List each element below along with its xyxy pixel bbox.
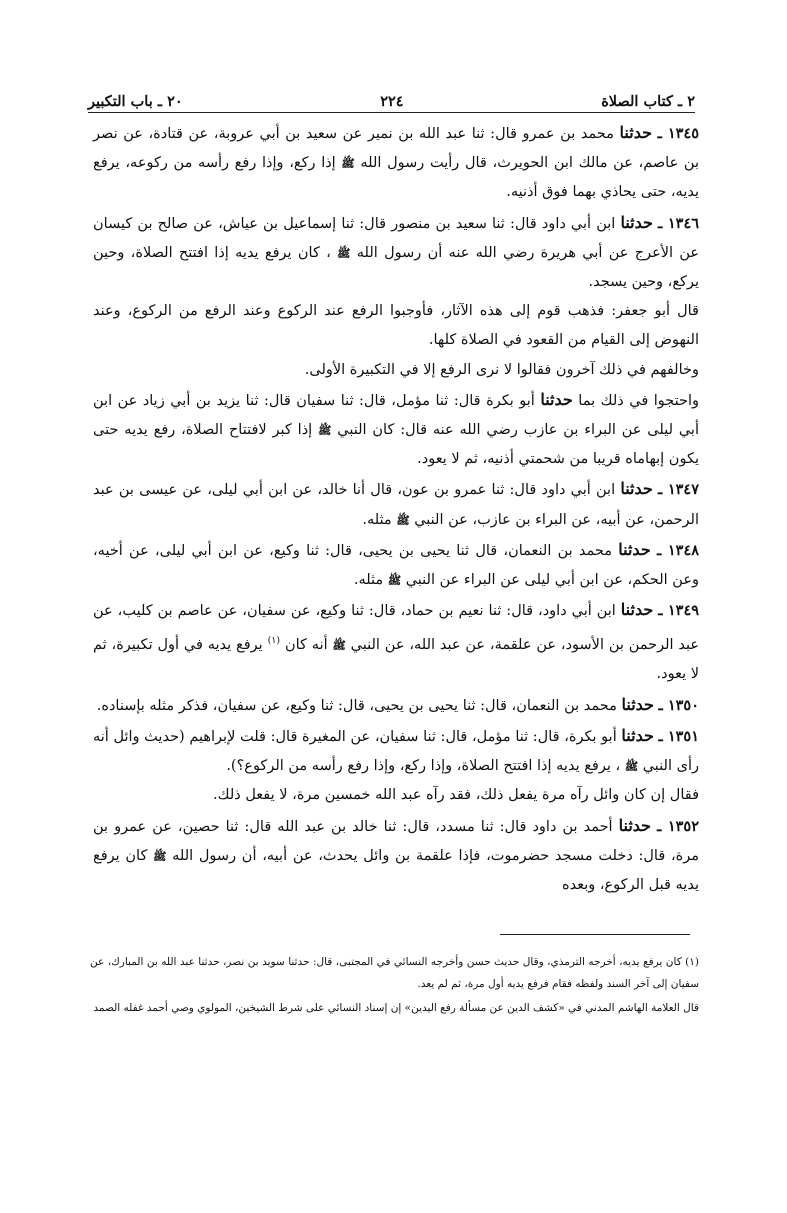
salawat-glyph: ﷺ bbox=[153, 849, 167, 863]
hadith-text: أحمد بن داود قال: ثنا مسدد، قال: ثنا خالد بن عبد الله قال: ثنا حصين، عن عمرو بن مرة، قال: دخلت مسجد حضرموت، فإذا علقمة بن وائل يحدث، عن أبيه، أن رسول الله bbox=[93, 818, 700, 864]
header-book-title: ٢ ـ كتاب الصلاة bbox=[601, 93, 695, 110]
hadith-number: ١٣٥١ ـ bbox=[658, 727, 700, 745]
hadith-text: محمد بن عمرو قال: ثنا عبد الله بن نمير عن سعيد بن أبي عروبة، عن قتادة، عن نصر بن عاصم، عن مالك ابن الحويرث، قال رأيت رسول الله bbox=[93, 126, 699, 172]
hadith-number: ١٣٥٠ ـ bbox=[658, 696, 699, 714]
salawat-glyph: ﷺ bbox=[396, 513, 410, 527]
evidence-text: أبو بكرة قال: ثنا مؤمل، قال: ثنا سفيان قال: ثنا يزيد بن أبي زياد عن ابن أبي ليلى عن البراء بن عازب رضي الله عنه قال: كان النبي bbox=[93, 392, 700, 439]
evidence-intro: واحتجوا في ذلك بما bbox=[578, 392, 700, 409]
hadith-text: إذا ركع، وإذا رفع رأسه من ركوعه، يرفع يديه، حتى يحاذي بهما فوق أذنيه. bbox=[93, 155, 699, 201]
hadith-1349 bbox=[93, 595, 699, 689]
haddathana-word: حدثنا bbox=[618, 815, 652, 835]
haddathana-word: حدثنا bbox=[619, 123, 652, 142]
hadith-number: ١٣٥٢ ـ bbox=[657, 817, 700, 835]
hadith-number: ١٣٤٨ ـ bbox=[656, 541, 700, 559]
footnote-1: (١) كان يرفع يديه، أخرجه الترمذي، وقال حديث حسن وأخرجه النسائي في المجتبى، قال: حدثنا سويد بن نصر، حدثنا عبد الله بن المبارك، عن سفيان إلى آخر السند ولفظه فقام فرفع يديه أول مرة، ثم لم يعد. bbox=[90, 956, 699, 990]
header-chapter-title: ٢٠ ـ باب التكبير bbox=[88, 93, 183, 110]
commentary-wail: فقال إن كان وائل رآه مرة يفعل ذلك، فقد رآه عبد الله خمسين مرة، لا يفعل ذلك. bbox=[213, 787, 699, 804]
hadith-1350 bbox=[93, 690, 699, 721]
salawat-glyph: ﷺ bbox=[332, 639, 346, 653]
hadith-text: محمد بن النعمان، قال: ثنا يحيى بن يحيى، قال: ثنا وكيع، عن سفيان، فذكر مثله بإسناده. bbox=[96, 697, 617, 714]
footnote-divider bbox=[500, 934, 690, 935]
hadith-text: ابن أبي داود قال: ثنا عمرو بن عون، قال أنا خالد، عن ابن أبي ليلى، عن عيسى بن عبد الرحمن، عن أبيه، عن البراء بن عازب، عن النبي bbox=[93, 482, 699, 528]
header-page-number: ٢٢٤ bbox=[380, 93, 404, 110]
hadith-text: مثله. bbox=[362, 511, 392, 528]
hadith-text: ابن أبي داود، قال: ثنا نعيم بن حماد، قال: ثنا وكيع، عن سفيان، عن عاصم بن كليب، عن عبد الرحمن بن الأسود، عن علقمة، عن عبد الله، عن النبي bbox=[93, 603, 700, 654]
hadith-1346 bbox=[93, 208, 699, 298]
header-divider bbox=[88, 112, 695, 113]
commentary-abu-jafar: قال أبو جعفر: فذهب قوم إلى هذه الآثار، فأوجبوا الرفع عند الركوع وعند الرفع من الركوع، وعند النهوض إلى القيام من القعود في الصلاة كلها. bbox=[93, 303, 699, 349]
hadith-text: ، كان يرفع يديه إذا افتتح الصلاة، وحين يركع، وحين يسجد. bbox=[93, 244, 699, 291]
hadith-number: ١٣٤٦ ـ bbox=[658, 214, 700, 232]
hadith-number: ١٣٤٥ ـ bbox=[657, 125, 700, 142]
haddathana-word: حدثنا bbox=[618, 539, 651, 559]
hadith-text: كان يرفع يديه قبل الركوع، وبعده bbox=[93, 847, 699, 893]
hadith-text: ، يرفع يديه إذا افتتح الصلاة، وإذا ركع، وإذا رفع رأسه من الركوع؟). bbox=[226, 758, 621, 775]
salawat-glyph: ﷺ bbox=[387, 574, 402, 588]
footnote-reference: (١) bbox=[267, 635, 281, 647]
page-header bbox=[88, 84, 695, 110]
hadith-text: أبو بكرة، قال: ثنا مؤمل، قال: ثنا سفيان، عن المغيرة قال: قلت لإبراهيم (حديث وائل أنه رأى النبي bbox=[93, 728, 699, 775]
hadith-number: ١٣٤٩ ـ bbox=[658, 602, 700, 620]
hadith-text: أنه كان bbox=[284, 637, 328, 654]
commentary-evidence bbox=[93, 385, 699, 475]
salawat-glyph: ﷺ bbox=[341, 157, 355, 171]
salawat-glyph: ﷺ bbox=[624, 760, 639, 774]
hadith-text: محمد بن النعمان، قال ثنا يحيى بن يحيى، قال: ثنا وكيع، عن ابن أبي ليلى، عن أخيه، وعن الحكم، عن ابن أبي ليلى عن البراء عن النبي bbox=[93, 542, 699, 589]
haddathana-word: حدثنا bbox=[621, 725, 654, 745]
hadith-text: مثله. bbox=[353, 572, 384, 589]
salawat-glyph: ﷺ bbox=[337, 246, 351, 260]
hadith-text: ابن أبي داود قال: ثنا سعيد بن منصور قال: ثنا إسماعيل بن عياش، عن صالح بن كيسان عن الأعرج عن أبي هريرة رضي الله عنه أن رسول الله bbox=[93, 215, 700, 261]
salawat-glyph: ﷺ bbox=[318, 424, 332, 438]
footnotes bbox=[90, 952, 699, 1020]
hadith-text: يرفع يديه في أول تكبيرة، ثم لا يعود. bbox=[93, 637, 699, 683]
footnote-2: قال العلامة الهاشم المدني في «كشف الدين عن مسألة رفع اليدين» إن إسناد النسائي على شرط الشيخين، المولوي وصي أحمد غفله الصمد bbox=[93, 1002, 699, 1015]
haddathana-word: حدثنا bbox=[540, 389, 573, 409]
hadith-1348 bbox=[93, 535, 699, 595]
hadith-1352 bbox=[93, 811, 699, 901]
main-text bbox=[93, 118, 699, 900]
haddathana-word: حدثنا bbox=[620, 600, 654, 620]
evidence-text: إذا كبر لافتتاح الصلاة، رفع يديه حتى يكون إبهاماه قريبا من شحمتي أذنيه، ثم لا يعود. bbox=[93, 422, 699, 468]
commentary-disagreement: وخالفهم في ذلك آخرون فقالوا لا نرى الرفع إلا في التكبيرة الأولى. bbox=[304, 361, 699, 378]
hadith-number: ١٣٤٧ ـ bbox=[657, 481, 700, 499]
haddathana-word: حدثنا bbox=[621, 694, 654, 714]
hadith-1345 bbox=[93, 118, 699, 208]
haddathana-word: حدثنا bbox=[620, 212, 653, 232]
hadith-1351 bbox=[93, 721, 699, 781]
haddathana-word: حدثنا bbox=[620, 479, 653, 499]
hadith-1347 bbox=[93, 474, 699, 534]
